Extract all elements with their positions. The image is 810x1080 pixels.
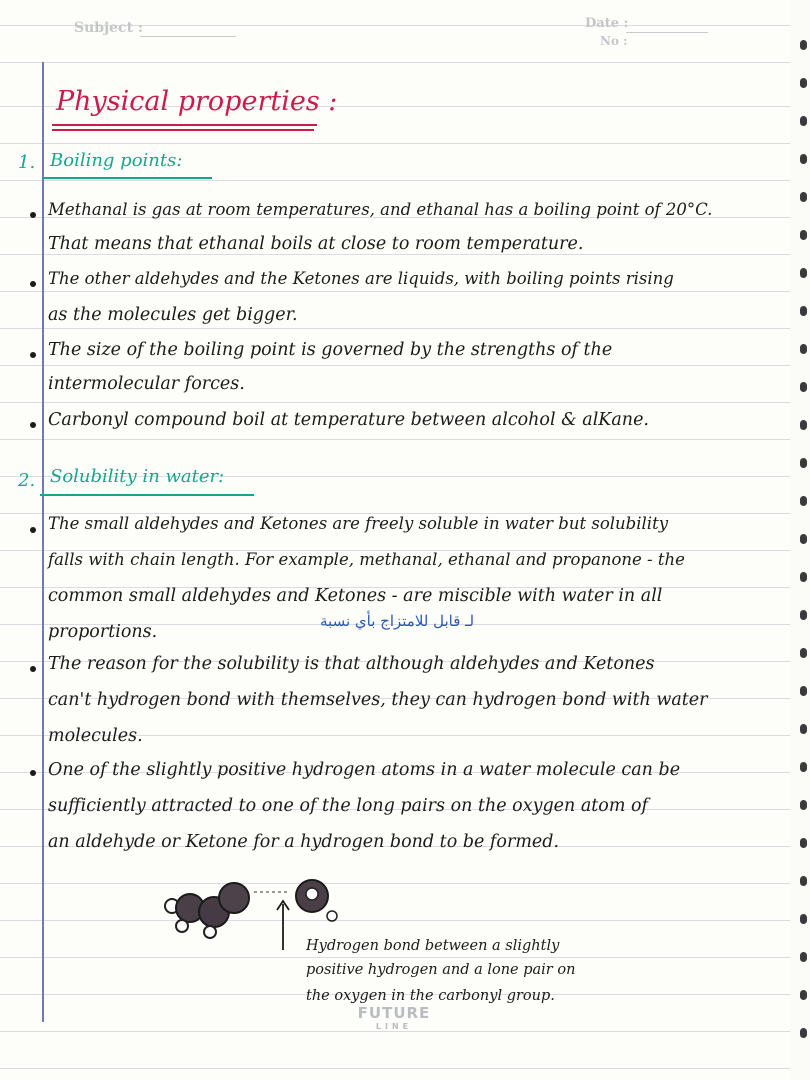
ring <box>800 116 807 126</box>
text-line: common small aldehydes and Ketones - are miscible with water in all <box>48 586 663 606</box>
bullet-dot <box>30 527 36 533</box>
bullet-dot <box>30 770 36 776</box>
date-label: Date : <box>585 16 629 31</box>
text-line: falls with chain length. For example, methanal, ethanal and propanone - the <box>48 550 685 569</box>
ring <box>800 382 807 392</box>
ring <box>800 990 807 1000</box>
ring <box>800 154 807 164</box>
text-line: One of the slightly positive hydrogen atoms in a water molecule can be <box>48 760 681 780</box>
caption-line: positive hydrogen and a lone pair on <box>306 962 576 978</box>
ring <box>800 648 807 658</box>
page-title: Physical properties : <box>56 86 338 117</box>
text-line: molecules. <box>48 726 143 746</box>
caption-line: the oxygen in the carbonyl group. <box>306 988 555 1004</box>
oxygen-atom <box>219 883 249 913</box>
bullet-dot <box>30 212 36 218</box>
ring <box>800 724 807 734</box>
ring <box>800 458 807 468</box>
text-line: can't hydrogen bond with themselves, they can hydrogen bond with water <box>48 690 708 710</box>
water-hydrogen-atom <box>327 911 337 921</box>
ring <box>800 952 807 962</box>
ring <box>800 192 807 202</box>
ring <box>800 876 807 886</box>
text-line: an aldehyde or Ketone for a hydrogen bond to be formed. <box>48 832 560 852</box>
logo-bottom: LINE <box>375 1022 413 1031</box>
ring <box>800 496 807 506</box>
text-line: The reason for the solubility is that although aldehydes and Ketones <box>48 654 655 674</box>
ring <box>800 344 807 354</box>
title-underline-2 <box>52 129 314 131</box>
molecule-drawing <box>150 872 350 942</box>
ring <box>800 268 807 278</box>
ring <box>800 40 807 50</box>
text-line: Methanal is gas at room temperatures, and ethanal has a boiling point of 20°C. <box>48 200 713 219</box>
text-line: The other aldehydes and the Ketones are liquids, with boiling points rising <box>48 269 674 288</box>
section-2-number: 2. <box>18 470 36 491</box>
section-2-heading: Solubility in water: <box>50 466 225 487</box>
date-line <box>626 32 708 33</box>
ring <box>800 420 807 430</box>
ring <box>800 686 807 696</box>
ring <box>800 800 807 810</box>
text-line: Carbonyl compound boil at temperature between alcohol & alKane. <box>48 410 649 430</box>
bullet-dot <box>30 666 36 672</box>
section-1-number: 1. <box>18 152 36 173</box>
caption-line: Hydrogen bond between a slightly <box>306 938 560 954</box>
water-hydrogen-atom <box>306 888 318 900</box>
ring <box>800 230 807 240</box>
text-line: as the molecules get bigger. <box>48 305 298 325</box>
ring <box>800 572 807 582</box>
bullet-dot <box>30 422 36 428</box>
ring <box>800 1028 807 1038</box>
subject-label: Subject : <box>74 20 144 36</box>
section-1-underline <box>42 177 212 179</box>
text-line: sufficiently attracted to one of the long pairs on the oxygen atom of <box>48 796 649 816</box>
page-header <box>0 16 790 56</box>
ring <box>800 838 807 848</box>
subject-line <box>140 36 236 37</box>
section-1-heading: Boiling points: <box>50 150 183 171</box>
text-line: The small aldehydes and Ketones are freely soluble in water but solubility <box>48 514 669 533</box>
arabic-annotation: لـ قابل للامتزاج بأي نسبة <box>320 612 475 630</box>
ring <box>800 914 807 924</box>
ring <box>800 534 807 544</box>
future-line-logo <box>346 1006 442 1034</box>
logo-top: FUTURE <box>357 1004 431 1022</box>
bullet-dot <box>30 352 36 358</box>
ring <box>800 306 807 316</box>
spiral-binding <box>790 0 810 1080</box>
no-label: No : <box>600 34 628 48</box>
ring <box>800 762 807 772</box>
margin-line <box>42 62 44 1022</box>
ring <box>800 610 807 620</box>
section-2-underline <box>40 494 254 496</box>
title-underline <box>52 124 317 126</box>
text-line: The size of the boiling point is governed by the strengths of the <box>48 340 613 360</box>
text-line: intermolecular forces. <box>48 374 245 394</box>
text-line: proportions. <box>48 622 158 642</box>
arrow-up-icon <box>276 898 290 952</box>
ring <box>800 78 807 88</box>
hydrogen-atom <box>204 926 216 938</box>
text-line: That means that ethanal boils at close to room temperature. <box>48 234 584 254</box>
bullet-dot <box>30 281 36 287</box>
hydrogen-atom <box>176 920 188 932</box>
